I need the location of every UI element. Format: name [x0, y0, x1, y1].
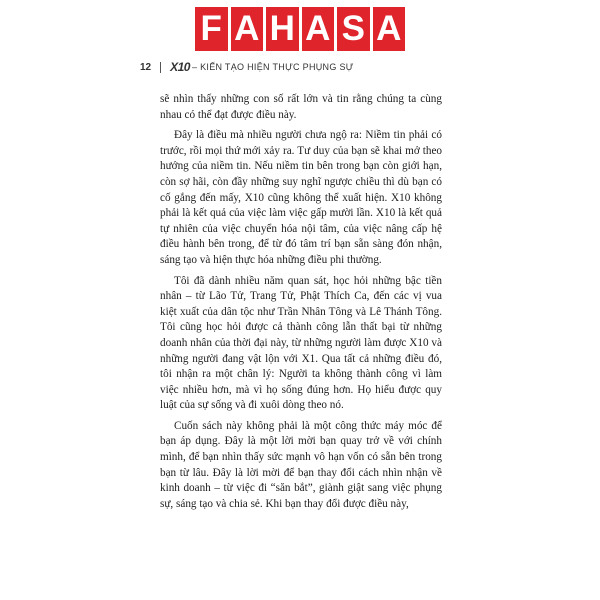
logo-letter: A: [231, 7, 264, 51]
book-brand-mark: X10: [170, 60, 190, 74]
paragraph: Tôi đã dành nhiều năm quan sát, học hỏi những bậc tiền nhân – từ Lão Tử, Trang Tử, Phật Thích Ca, đến các vị vua kiệt xuất của dân tộc như Trần Nhân Tông và Lê Thánh Tông. Tôi cũng học hỏi được cả thành công lẫn thất bại từ những doanh nhân của thời đại này, từ những người làm được X10 và những người đang vật lộn với X1. Qua tất cả những điều đó, tôi nhận ra một chân lý: Người ta không thành công vì làm việc nhiều hơn, mà vì họ sống đúng hơn. Họ hiểu được quy luật của sự sống và đi xuôi dòng theo nó.: [160, 274, 442, 412]
logo-letter: H: [266, 7, 299, 51]
paragraph: Đây là điều mà nhiều người chưa ngộ ra: Niềm tin phải có trước, rồi mọi thứ mới xảy ra. Tư duy của bạn sẽ khai mở theo hướng của niềm tin. Nếu niềm tin bên trong bạn còn giới hạn, còn sợ hãi, còn đầy những suy nghĩ ngược chiều thì dù bạn có cố gắng đến mấy, X10 cũng không thể xuất hiện. X10 không phải là kết quả của việc làm việc gấp mười lần. X10 là kết quả tự nhiên của việc chuyển hóa nội tâm, của việc nâng cấp hệ điều hành bên trong, để từ đó tâm trí bạn sẵn sàng đón nhận, sáng tạo và hiện thực hóa những điều phi thường.: [160, 129, 442, 266]
book-title: – KIẾN TẠO HIỆN THỰC PHỤNG SỰ: [191, 62, 354, 72]
paragraph: sẽ nhìn thấy những con số rất lớn và tin rằng chúng ta cùng nhau có thể đạt được điều này.: [160, 93, 442, 121]
logo-letter: A: [373, 7, 406, 51]
fahasa-logo: [195, 7, 405, 51]
header-divider: [160, 62, 161, 73]
logo-letter: F: [195, 7, 228, 51]
logo-letter: A: [302, 7, 335, 51]
running-header: [140, 59, 354, 75]
page-number: 12: [140, 61, 152, 73]
page-body: [160, 92, 442, 517]
logo-letter: S: [337, 7, 370, 51]
paragraph: Cuốn sách này không phải là một công thức máy móc để bạn áp dụng. Đây là một lời mời bạn quay trở về với chính mình, để bạn nhìn thấy sức mạnh vô hạn vốn có sẵn bên trong bạn từ lâu. Đây là lời mời để bạn thay đổi cách nhìn nhận về kinh doanh – từ việc đi “săn bắt”, giành giật sang việc phụng sự, sáng tạo và chia sẻ. Khi bạn thay đổi được điều này,: [160, 419, 442, 510]
